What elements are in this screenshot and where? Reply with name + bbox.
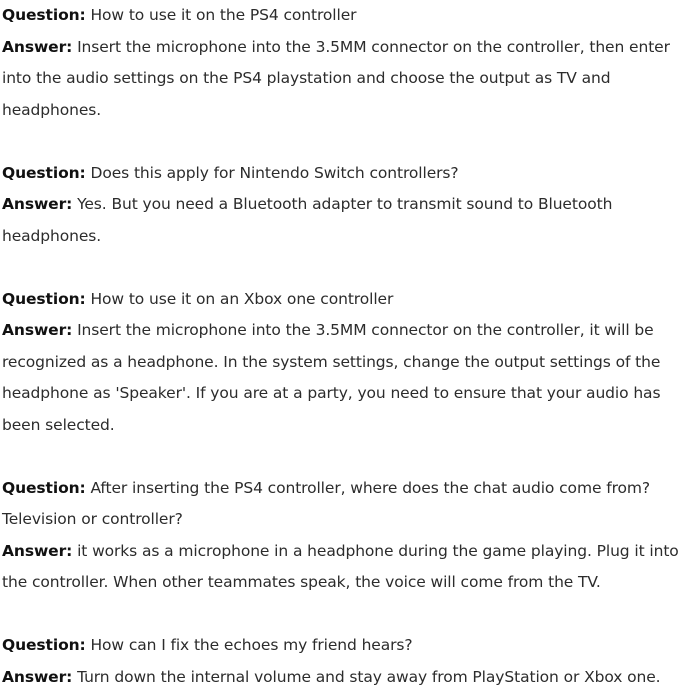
answer-row [2,189,679,252]
question-label: Question: [2,636,86,654]
answer-label: Answer: [2,668,72,686]
faq-item [2,473,679,599]
answer-row [2,315,679,441]
question-text: How can I fix the echoes my friend hears? [90,636,412,654]
question-row [2,284,679,316]
answer-text: Turn down the internal volume and stay away from PlayStation or Xbox one. [77,668,660,686]
question-label: Question: [2,6,86,24]
answer-row [2,536,679,599]
faq-item [2,284,679,442]
answer-row [2,662,679,693]
faq-item [2,630,679,693]
faq-item [2,158,679,253]
answer-label: Answer: [2,195,72,213]
question-row [2,0,679,32]
answer-label: Answer: [2,321,72,339]
answer-label: Answer: [2,542,72,560]
question-label: Question: [2,290,86,308]
answer-text: Insert the microphone into the 3.5MM connector on the controller, it will be recognized as a headphone. In the system settings, change the output settings of the headphone as 'Speaker'. If you are at a party, you need to ensure that your audio has been selected. [2,321,660,434]
answer-text: it works as a microphone in a headphone during the game playing. Plug it into the controller. When other teammates speak, the voice will come from the TV. [2,542,679,592]
question-text: After inserting the PS4 controller, where does the chat audio come from? Television or controller? [2,479,650,529]
question-text: How to use it on an Xbox one controller [90,290,393,308]
question-row [2,473,679,536]
answer-text: Yes. But you need a Bluetooth adapter to transmit sound to Bluetooth headphones. [2,195,612,245]
answer-text: Insert the microphone into the 3.5MM connector on the controller, then enter into the audio settings on the PS4 playstation and choose the output as TV and headphones. [2,38,670,119]
question-row [2,630,679,662]
question-row [2,158,679,190]
question-label: Question: [2,479,86,497]
faq-item [2,0,679,126]
question-text: Does this apply for Nintendo Switch controllers? [90,164,458,182]
question-text: How to use it on the PS4 controller [90,6,356,24]
answer-row [2,32,679,127]
question-label: Question: [2,164,86,182]
answer-label: Answer: [2,38,72,56]
